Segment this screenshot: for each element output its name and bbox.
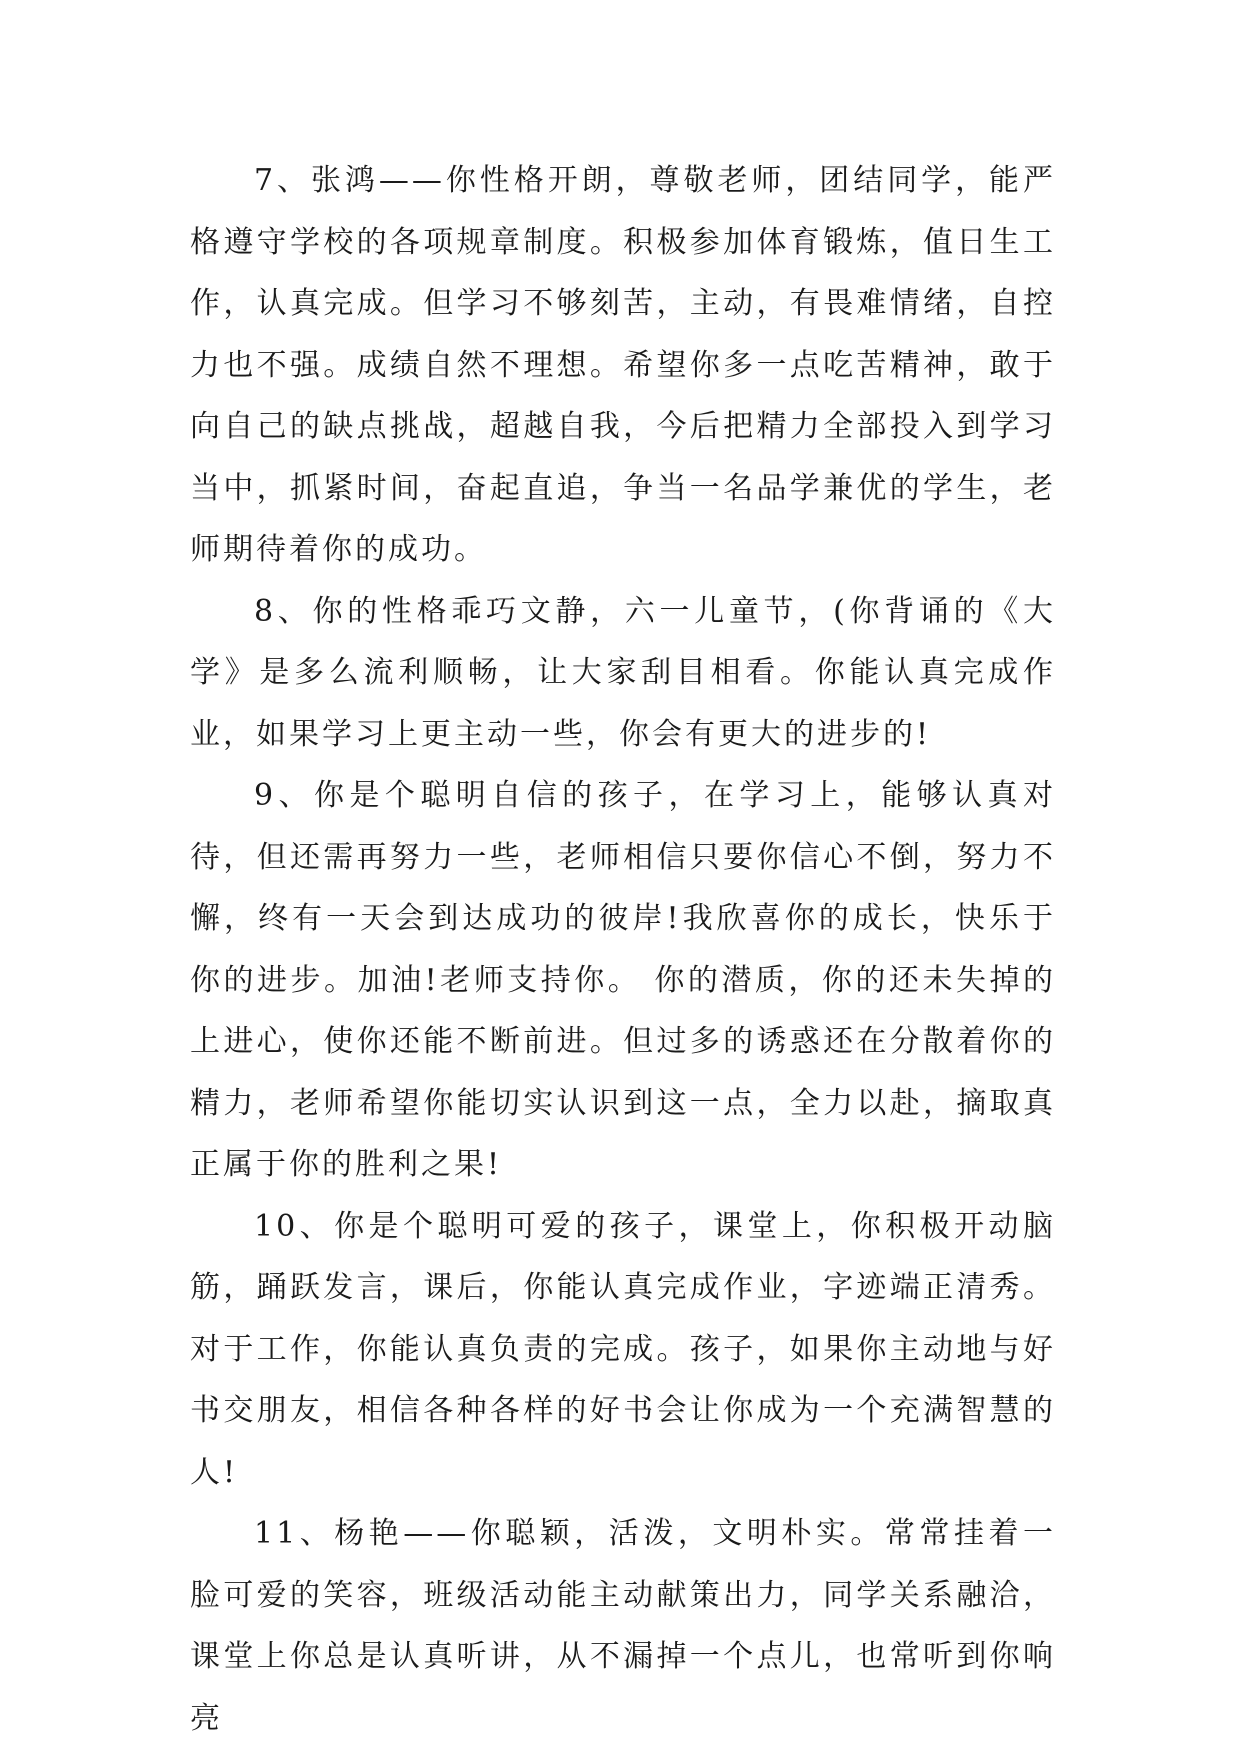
paragraph-10: 10、你是个聪明可爱的孩子，课堂上，你积极开动脑筋，踊跃发言，课后，你能认真完成作业，字迹端正清秀。对于工作，你能认真负责的完成。孩子，如果你主动地与好书交朋友，相信各种各样的好书会让你成为一个充满智慧的人!	[190, 1208, 1056, 1490]
paragraph-9: 9、你是个聪明自信的孩子，在学习上，能够认真对待，但还需再努力一些，老师相信只要你信心不倒，努力不懈，终有一天会到达成功的彼岸!我欣喜你的成长，快乐于你的进步。加油!老师支持你。 你的潜质，你的还未失掉的上进心，使你还能不断前进。但过多的诱惑还在分散着你的精力，老师希望你能切实认识到这一点，全力以赴，摘取真正属于你的胜利之果!	[190, 778, 1056, 1182]
paragraph-7: 7、张鸿——你性格开朗，尊敬老师，团结同学，能严格遵守学校的各项规章制度。积极参加体育锻炼，值日生工作，认真完成。但学习不够刻苦，主动，有畏难情绪，自控力也不强。成绩自然不理想。希望你多一点吃苦精神，敢于向自己的缺点挑战，超越自我，今后把精力全部投入到学习当中，抓紧时间，奋起直追，争当一名品学兼优的学生，老师期待着你的成功。	[190, 163, 1056, 567]
document-body	[190, 150, 1056, 1749]
paragraph-11: 11、杨艳——你聪颖，活泼，文明朴实。常常挂着一脸可爱的笑容，班级活动能主动献策出力，同学关系融洽，课堂上你总是认真听讲，从不漏掉一个点儿，也常听到你响亮	[190, 1516, 1056, 1736]
paragraph-8: 8、你的性格乖巧文静，六一儿童节，(你背诵的《大学》是多么流利顺畅，让大家刮目相看。你能认真完成作业，如果学习上更主动一些，你会有更大的进步的!	[190, 593, 1056, 752]
